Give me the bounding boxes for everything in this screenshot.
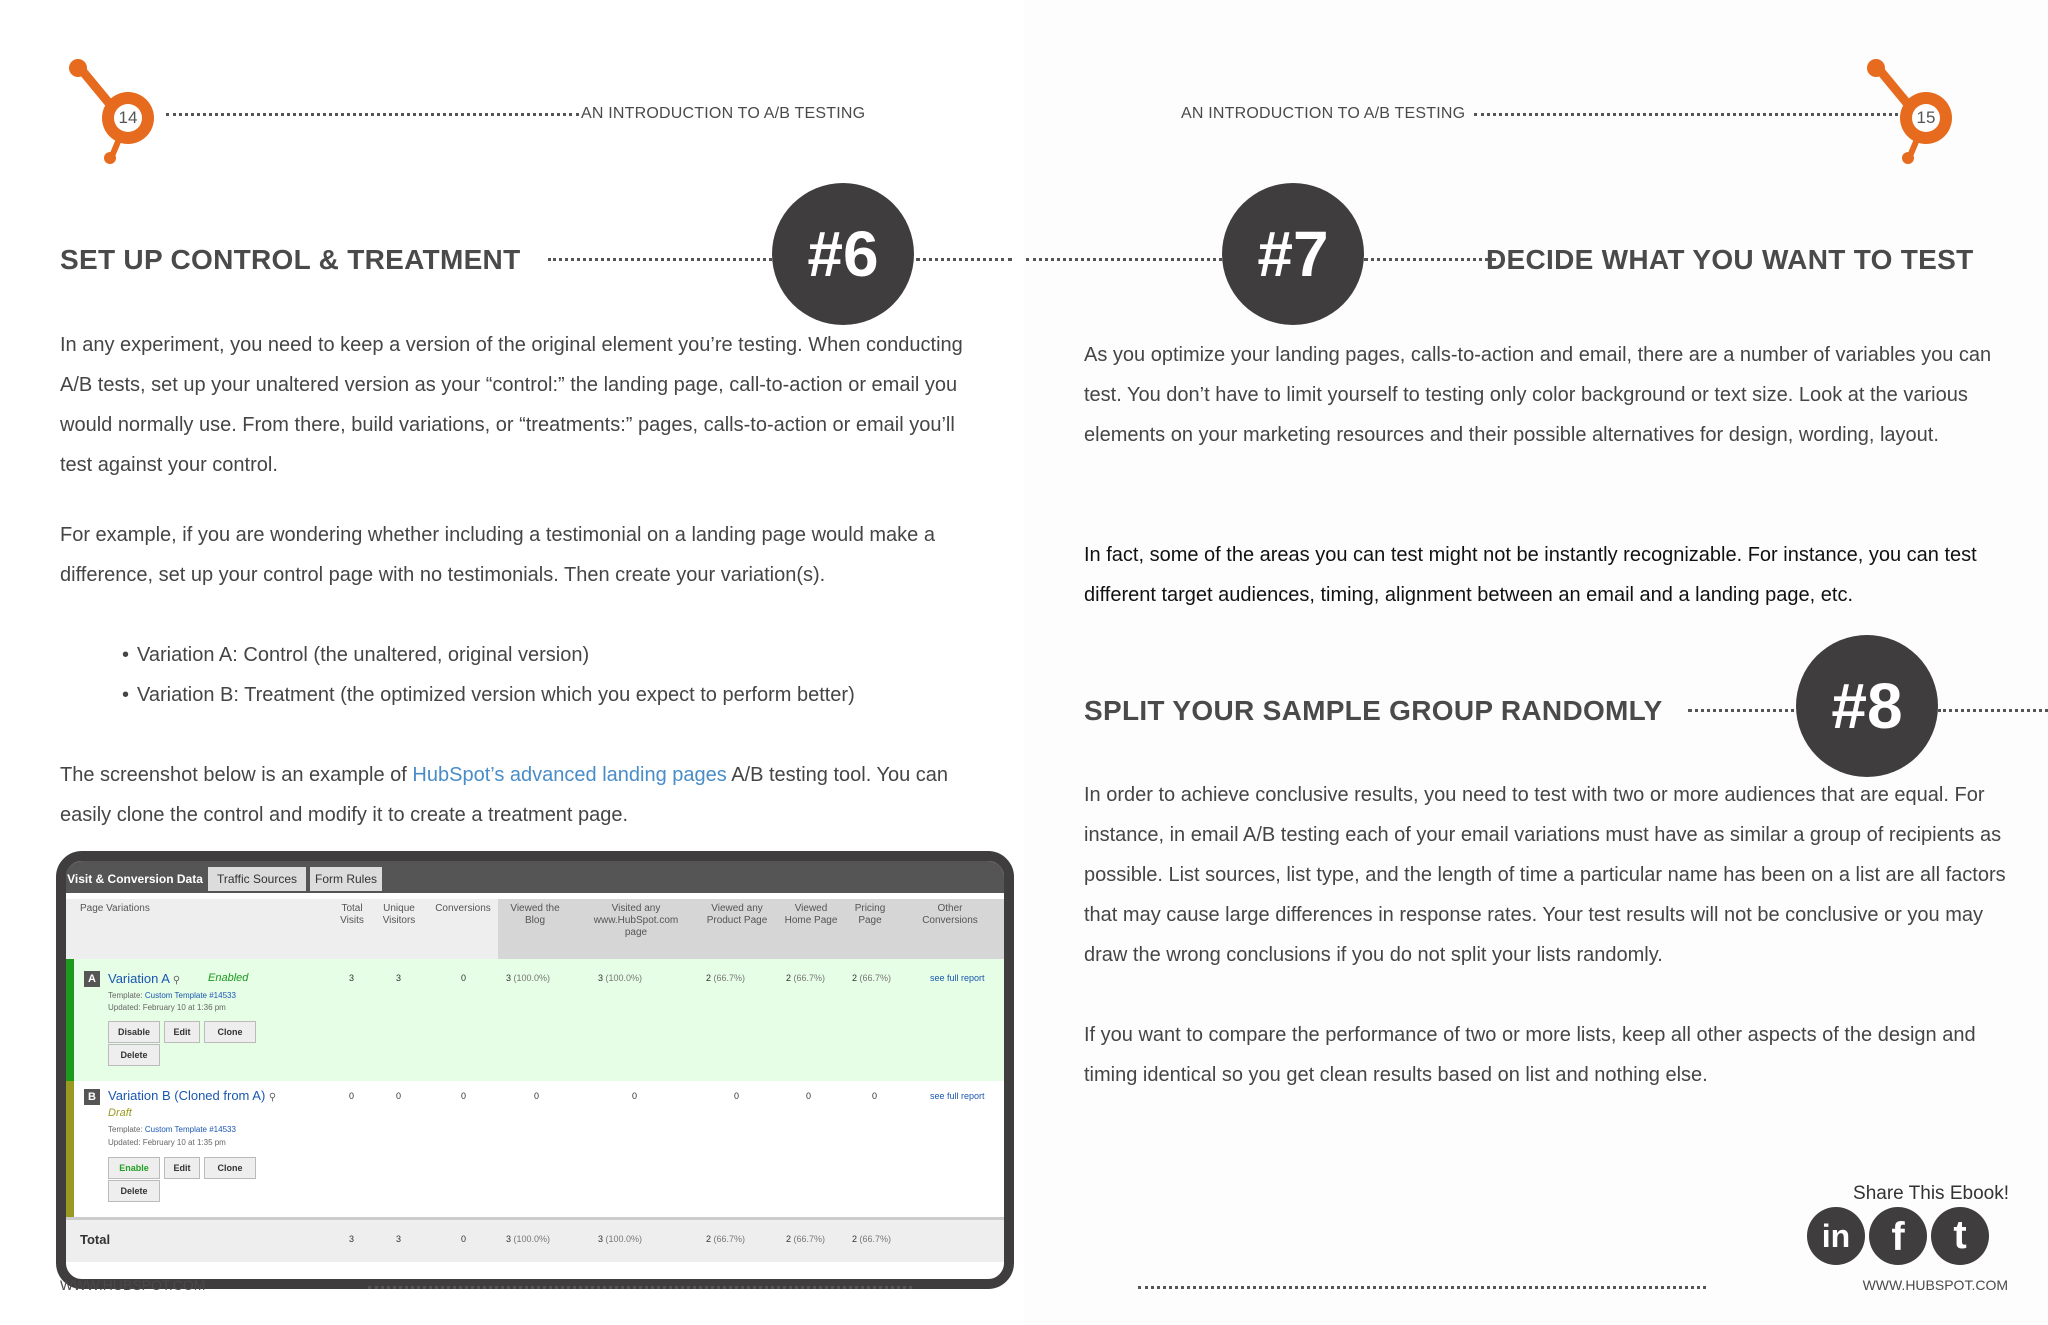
header-title-right: AN INTRODUCTION TO A/B TESTING [1181, 105, 1466, 122]
footer-url-left[interactable]: WWW.HUBSPOT.COM [60, 1277, 206, 1293]
section-8-paragraph-2: If you want to compare the performance of two or more lists, keep all other aspects of the design and timing identical so you get clean results based on list and nothing else. [1084, 1024, 1976, 1086]
section-7-rule [1364, 258, 1496, 261]
cell-viewed-product: 2 (66.7%) [706, 973, 746, 983]
column-header: Viewed Home Page [784, 903, 838, 926]
cell-viewed-home: 2 (66.7%) [786, 973, 826, 983]
section-6-paragraph-1: In any experiment, you need to keep a version of the original element you’re testing. When conducting A/B tests, set up your unaltered version as your “control:” the landing page, call-to-action or email you would normally use. From there, build variations, or “treatments:” pages, calls-to-action or email you’ll test against your control. [60, 334, 963, 476]
magnifier-icon[interactable]: ⚲ [268, 1092, 277, 1103]
section-6-paragraph-3 [60, 755, 980, 835]
cell-viewed-product: 2 (66.7%) [706, 1234, 746, 1244]
cell-pricing: 2 (66.7%) [852, 973, 892, 983]
cell-viewed-home: 0 [806, 1091, 812, 1101]
tab-visit-conversion-data[interactable]: Visit & Conversion Data [66, 867, 204, 891]
cell-unique-visitors: 3 [396, 973, 402, 983]
table-row [66, 959, 1004, 1083]
see-full-report-link[interactable]: see full report [930, 973, 985, 983]
section-6-rule [548, 258, 772, 261]
hubspot-logo-right [1864, 58, 1960, 168]
cell-pricing: 0 [872, 1091, 878, 1101]
clone-button[interactable]: Clone [204, 1021, 256, 1043]
magnifier-icon[interactable]: ⚲ [172, 975, 181, 986]
see-full-report-link[interactable]: see full report [930, 1091, 985, 1101]
section-6-title: SET UP CONTROL & TREATMENT [60, 244, 521, 275]
variation-template: Template: Custom Template #14533 [108, 1125, 236, 1134]
cell-conversions: 0 [461, 973, 467, 983]
linkedin-icon[interactable]: in [1807, 1207, 1865, 1265]
cell-visited-any: 3 (100.0%) [598, 973, 643, 983]
section-7-paragraph-2: In fact, some of the areas you can test might not be instantly recognizable. For instance, you can test different target audiences, timing, alignment between an email and a landing page, etc. [1084, 544, 1977, 606]
cell-unique-visitors: 0 [396, 1091, 402, 1101]
edit-button[interactable]: Edit [164, 1157, 200, 1179]
edit-button[interactable]: Edit [164, 1021, 200, 1043]
section-6-rule-right [916, 258, 1012, 261]
ab-testing-screenshot [56, 851, 1014, 1289]
table-header [66, 899, 1004, 960]
section-8-title: SPLIT YOUR SAMPLE GROUP RANDOMLY [1084, 695, 1663, 726]
paragraph-text: The screenshot below is an example of [60, 764, 413, 786]
cell-viewed-blog: 3 (100.0%) [506, 973, 551, 983]
column-header: Unique Visitors [382, 903, 416, 926]
header-title-left: AN INTRODUCTION TO A/B TESTING [581, 105, 866, 122]
hubspot-logo-left [66, 58, 162, 168]
column-header: Page Variations [80, 903, 150, 914]
facebook-icon[interactable]: f [1869, 1207, 1927, 1265]
footer-rule-right [1138, 1286, 1706, 1289]
total-label: Total [80, 1232, 111, 1247]
section-7-paragraph-1: As you optimize your landing pages, calls-to-action and email, there are a number of variables you can test. You don’t have to limit yourself to testing only color background or text size. Look at the various elements on your marketing resources and their possible alternatives for design, wording, layout. [1084, 344, 1992, 446]
section-8-rule-right [1938, 709, 2048, 712]
variation-a-link[interactable]: Variation A ⚲ [108, 971, 181, 986]
paragraph-text: A/B testing tool. You can easily clone the control and modify it to create a treatment page. [60, 764, 949, 826]
page-number-left: 14 [114, 104, 142, 132]
variation-status: Draft [108, 1107, 132, 1119]
screenshot-tab-bar [66, 861, 1004, 893]
column-header: Viewed any Product Page [706, 903, 768, 926]
column-header: Pricing Page [854, 903, 886, 926]
cell-visited-any: 0 [632, 1091, 638, 1101]
clone-button[interactable]: Clone [204, 1157, 256, 1179]
disable-button[interactable]: Disable [108, 1021, 160, 1043]
cell-total-visits: 0 [349, 1091, 355, 1101]
cell-unique-visitors: 3 [396, 1234, 402, 1244]
header-rule-left [166, 113, 579, 116]
right-page [1024, 0, 2048, 1325]
cell-viewed-product: 0 [734, 1091, 740, 1101]
enable-button[interactable]: Enable [108, 1157, 160, 1179]
page-number-right: 15 [1912, 104, 1940, 132]
section-6-paragraph-2: For example, if you are wondering whether including a testimonial on a landing page would make a difference, set up your control page with no testimonials. Then create your variation(s). [60, 524, 935, 586]
variation-status: Enabled [208, 972, 249, 984]
footer-url-right[interactable]: WWW.HUBSPOT.COM [1862, 1277, 2008, 1293]
cell-total-visits: 3 [349, 973, 355, 983]
column-header: Total Visits [340, 903, 364, 926]
section-7-rule-left [1026, 258, 1222, 261]
variation-letter: A [84, 971, 100, 987]
table-row [66, 1081, 1004, 1217]
cell-viewed-blog: 0 [534, 1091, 540, 1101]
variation-updated: Updated: February 10 at 1:35 pm [108, 1138, 226, 1147]
cell-conversions: 0 [461, 1091, 467, 1101]
section-8-badge: #8 [1796, 635, 1938, 777]
tab-form-rules[interactable]: Form Rules [310, 867, 382, 891]
advanced-landing-pages-link[interactable]: HubSpot’s advanced landing pages [412, 764, 727, 786]
tab-traffic-sources[interactable]: Traffic Sources [208, 867, 306, 891]
delete-button[interactable]: Delete [108, 1180, 160, 1202]
column-header: Viewed the Blog [510, 903, 560, 926]
section-8-paragraph-1: In order to achieve conclusive results, you need to test with two or more audiences that are equal. For instance, in email A/B testing each of your email variations must have as similar a group of recipients as possible. List sources, list type, and the length of time a particular name has been on a list are all factors that may cause large differences in response rates. Your test results will not be conclusive or you may draw the wrong conclusions if you do not split your lists randomly. [1084, 784, 2006, 966]
cell-conversions: 0 [461, 1234, 467, 1244]
cell-viewed-blog: 3 (100.0%) [506, 1234, 551, 1244]
variation-template: Template: Custom Template #14533 [108, 991, 236, 1000]
bullet-item: • Variation A: Control (the unaltered, original version) [122, 635, 1002, 675]
cell-viewed-home: 2 (66.7%) [786, 1234, 826, 1244]
bullet-item: • Variation B: Treatment (the optimized version which you expect to perform better) [122, 675, 1002, 715]
column-header: Visited any www.HubSpot.com page [593, 903, 679, 938]
share-label: Share This Ebook! [1853, 1183, 2009, 1204]
footer-rule-left [368, 1286, 912, 1289]
cell-pricing: 2 (66.7%) [852, 1234, 892, 1244]
variation-bullet-list [122, 635, 1002, 715]
table-total-row [66, 1217, 1004, 1262]
section-7-title: DECIDE WHAT YOU WANT TO TEST [1486, 244, 1974, 275]
cell-visited-any: 3 (100.0%) [598, 1234, 643, 1244]
section-7-badge: #7 [1222, 183, 1364, 325]
twitter-icon[interactable]: t [1931, 1207, 1989, 1265]
variation-letter: B [84, 1089, 100, 1105]
column-header: Other Conversions [922, 903, 978, 926]
column-header: Conversions [435, 903, 491, 914]
delete-button[interactable]: Delete [108, 1044, 160, 1066]
cell-total-visits: 3 [349, 1234, 355, 1244]
section-6-badge: #6 [772, 183, 914, 325]
variation-b-link[interactable]: Variation B (Cloned from A) ⚲ [108, 1088, 277, 1103]
header-rule-right [1474, 113, 1910, 116]
variation-updated: Updated: February 10 at 1:36 pm [108, 1003, 226, 1012]
